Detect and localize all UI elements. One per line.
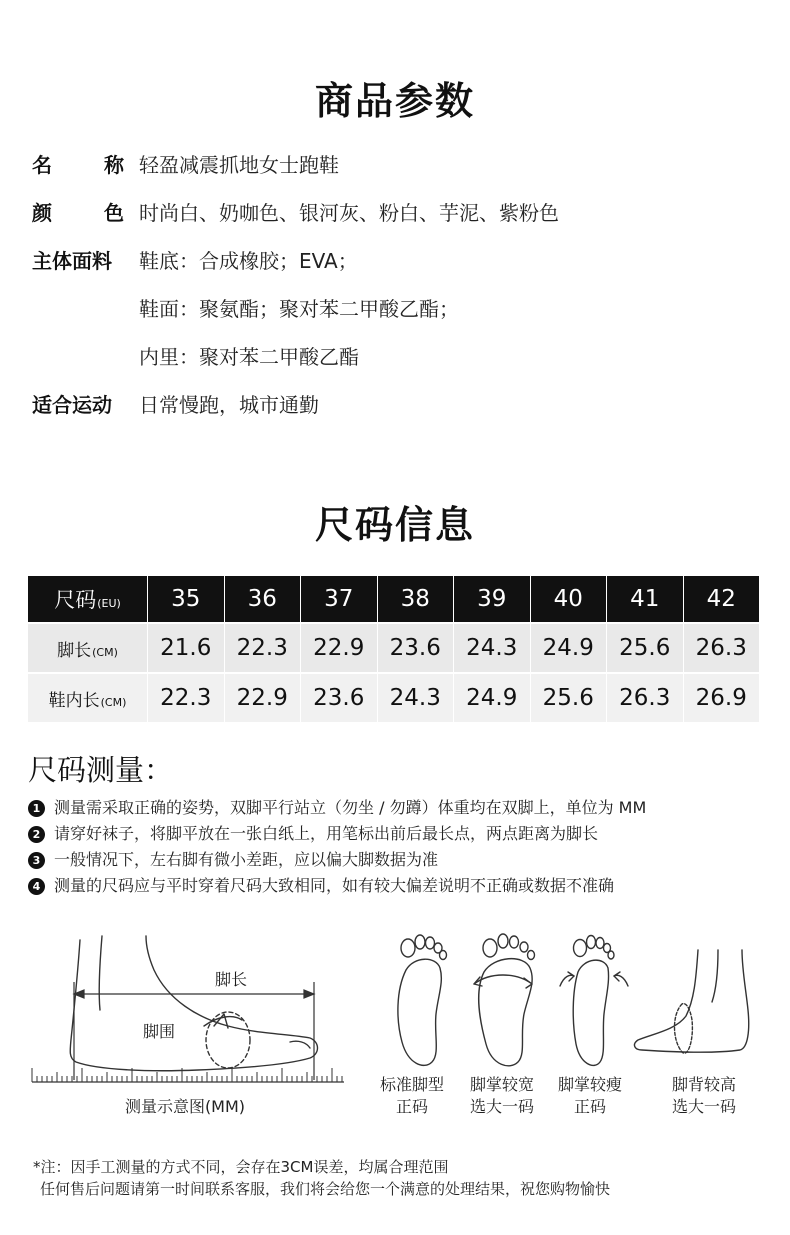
measure-tip [28, 848, 438, 872]
param-label: 颜 色 [32, 201, 124, 225]
size-row-label [28, 576, 148, 622]
param-value: 鞋底：合成橡胶；EVA； [139, 249, 358, 273]
slim-foot-icon [560, 936, 628, 1066]
size-table-row [28, 576, 760, 622]
row-label-text: 鞋内长 [48, 690, 100, 711]
size-cell: 22.9 [225, 672, 302, 722]
size-cell: 41 [607, 576, 684, 622]
size-cell: 38 [378, 576, 455, 622]
size-cell: 35 [148, 576, 225, 622]
tip-text: 测量的尺码应与平时穿着尺码大致相同，如有较大偏差说明不正确或数据不准确 [54, 876, 615, 895]
tip-number-icon: 4 [28, 878, 45, 895]
foot-type-advice: 选大一码 [671, 1097, 736, 1116]
size-cell: 24.3 [378, 672, 455, 722]
size-cell: 25.6 [531, 672, 608, 722]
size-cell: 37 [301, 576, 378, 622]
size-row-label [28, 672, 148, 722]
girth-label: 脚围 [143, 1022, 176, 1041]
size-cell: 24.3 [454, 622, 531, 672]
girth-loop [206, 1012, 250, 1068]
note-line-2: 任何售后问题请第一时间联系客服，我们将会给您一个满意的处理结果，祝您购物愉快 [40, 1180, 611, 1198]
diagram-caption: 测量示意图(MM) [124, 1097, 246, 1116]
params-title: 商品参数 [314, 79, 475, 123]
note-line-1: *注：因手工测量的方式不同，会存在3CM误差，均属合理范围 [33, 1158, 449, 1176]
foot-type-caption [458, 1074, 546, 1118]
foot-type-caption [368, 1074, 456, 1118]
size-table-row [28, 622, 760, 672]
size-cell: 26.3 [607, 672, 684, 722]
high-instep-foot-icon [635, 950, 749, 1053]
param-value: 时尚白、奶咖色、银河灰、粉白、芋泥、紫粉色 [139, 201, 559, 225]
param-value: 鞋面：聚氨酯；聚对苯二甲酸乙酯； [139, 297, 459, 321]
tip-number-icon: 3 [28, 852, 45, 869]
param-value: 内里：聚对苯二甲酸乙酯 [139, 345, 359, 369]
tip-number-icon: 1 [28, 800, 45, 817]
size-cell: 40 [531, 576, 608, 622]
foot-type-advice: 正码 [573, 1097, 606, 1116]
foot-type-name: 标准脚型 [379, 1075, 444, 1094]
foot-type-caption [660, 1074, 748, 1118]
size-cell: 22.9 [301, 622, 378, 672]
foot-type-advice: 选大一码 [469, 1097, 534, 1116]
size-cell: 23.6 [301, 672, 378, 722]
size-cell: 42 [684, 576, 761, 622]
measure-tip [28, 874, 614, 898]
size-cell: 22.3 [225, 622, 302, 672]
size-cell: 26.9 [684, 672, 761, 722]
measure-tip [28, 822, 598, 846]
size-cell: 39 [454, 576, 531, 622]
leg-outline [70, 936, 317, 1071]
size-cell: 22.3 [148, 672, 225, 722]
size-cell: 24.9 [454, 672, 531, 722]
row-label-unit: (EU) [97, 597, 121, 610]
param-value: 轻盈减震抓地女士跑鞋 [139, 153, 339, 177]
foot-type-name: 脚背较高 [671, 1075, 736, 1094]
row-label-unit: (CM) [92, 645, 118, 659]
size-cell: 24.9 [531, 622, 608, 672]
param-label: 主体面料 [32, 249, 112, 273]
size-table [28, 576, 760, 722]
size-cell: 36 [225, 576, 302, 622]
length-label: 脚长 [215, 970, 248, 989]
param-label: 名 称 [32, 153, 124, 177]
size-table-row [28, 672, 760, 722]
wide-foot-icon [474, 934, 535, 1066]
size-cell: 23.6 [378, 622, 455, 672]
size-cell: 21.6 [148, 622, 225, 672]
row-label-unit: (CM) [100, 695, 127, 709]
tip-text: 请穿好袜子，将脚平放在一张白纸上，用笔标出前后最长点，两点距离为脚长 [54, 824, 599, 843]
foot-type-name: 脚掌较瘦 [557, 1075, 622, 1094]
foot-types [370, 926, 760, 1076]
size-cell: 25.6 [607, 622, 684, 672]
measure-tip [28, 796, 646, 820]
row-label-text: 尺码 [54, 588, 97, 612]
standard-foot-icon [398, 935, 447, 1065]
tip-number-icon: 2 [28, 826, 45, 843]
size-title: 尺码信息 [314, 503, 475, 547]
param-label: 适合运动 [32, 393, 112, 417]
tip-text: 测量需采取正确的姿势，双脚平行站立（勿坐 / 勿蹲）体重均在双脚上，单位为 MM [54, 798, 647, 817]
measure-title: 尺码测量： [28, 753, 174, 787]
row-label-text: 脚长 [57, 640, 92, 661]
tip-text: 一般情况下，左右脚有微小差距，应以偏大脚数据为准 [54, 850, 439, 869]
foot-type-name: 脚掌较宽 [469, 1075, 534, 1094]
size-cell: 26.3 [684, 622, 761, 672]
foot-type-caption [546, 1074, 634, 1118]
size-row-label [28, 622, 148, 672]
foot-type-advice: 正码 [395, 1097, 428, 1116]
param-value: 日常慢跑，城市通勤 [139, 393, 319, 417]
foot-measure-diagram [28, 930, 348, 1090]
